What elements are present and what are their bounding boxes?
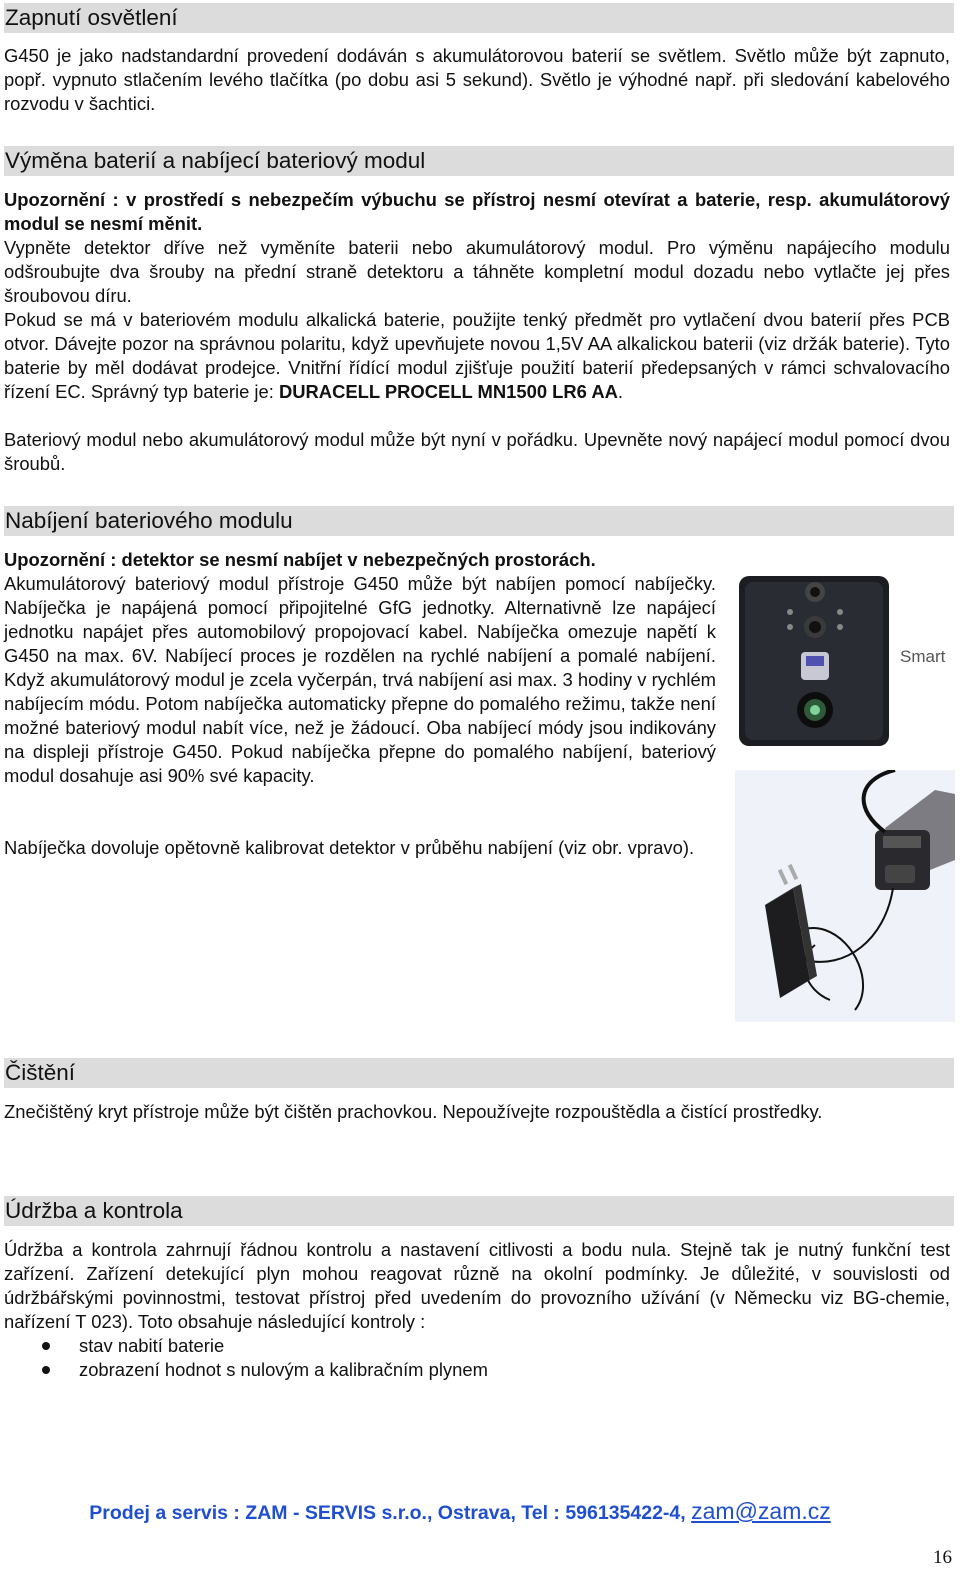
footer-email-link[interactable]: zam@zam.cz [691,1498,831,1524]
section-heading-lighting: Zapnutí osvětlení [4,3,954,33]
battery-paragraph-2-text: Pokud se má v bateriovém modulu alkalická baterie, použijte tenký předmět pro vytlačení dvou baterií přes PCB otvor. Dávejte pozor na správnou polaritu, když upevňujete novou 1,5V AA alkalickou baterii (viz držák baterie). Tyto baterie by měl dodávat prodejce. Vnitřní řídící modul zjišťuje použití baterií předepsaných v rámci schvalovacího řízení EC. Správný typ baterie je: [4,309,950,402]
bullet-icon [42,1366,50,1374]
charger-photo [735,770,955,1022]
section-heading-cleaning: Čištění [4,1058,954,1088]
footer-contact: Prodej a servis : ZAM - SERVIS s.r.o., Ostrava, Tel : 596135422-4, [89,1502,692,1524]
charging-paragraph-1: Akumulátorový bateriový modul přístroje G450 může být nabíjen pomocí nabíječky. Nabíječka je napájená pomocí připojitelné GfG jednotky. Alternativně lze napájecí jednotku napájet přes automobilový propojovací kabel. Nabíječka omezuje napětí k G450 na max. 6V. Nabíjecí proces je rozdělen na rychlé nabíjení a pomalé nabíjení. Když akumulátorový modul je zcela vyčerpán, trvá nabíjení asi max. 3 hodiny v rychlém nabíjecím módu. Potom nabíječka automaticky přepne do pomalého režimu, takže není možné bateriový modul nabít více, než je žádoucí. Oba nabíjecí módy jsou indikovány na displeji přístroje G450. Pokud nabíječka přepne do pomalého nabíjení, bateriový modul dosahuje asi 90% své kapacity. [4,573,716,786]
bullet-icon [42,1342,50,1350]
battery-type: DURACELL PROCELL MN1500 LR6 AA [278,381,618,402]
charging-paragraph-2: Nabíječka dovoluje opětovně kalibrovat detektor v průběhu nabíjení (viz obr. vpravo). [4,837,695,858]
list-item [4,1334,904,1358]
maintenance-checklist [4,1334,904,1382]
detector-device-photo [735,570,955,750]
device-brand-label: Smart [900,647,946,666]
section-heading-charging: Nabíjení bateriového modulu [4,506,954,536]
list-item [4,1358,904,1382]
list-item-label: stav nabití baterie [79,1335,225,1356]
maintenance-paragraph: Údržba a kontrola zahrnují řádnou kontrolu a nastavení citlivosti a bodu nula. Stejně tak je nutný funkční test zařízení. Zařízení detekující plyn mohou reagovat různě na okolní podmínky. Je důležité, v souvislosti od údržbářskými povinnostmi, testovat přístroj před uvedením do provozního užívání (v Německu viz BG-chemie, nařízení T 023). Toto obsahuje následující kontroly : [4,1239,950,1332]
charging-warning: Upozornění : detektor se nesmí nabíjet v nebezpečných prostorách. [4,549,596,570]
page-footer [0,1497,920,1527]
battery-paragraph-3: Bateriový modul nebo akumulátorový modul může být nyní v pořádku. Upevněte nový napájecí modul pomocí dvou šroubů. [4,429,950,474]
lighting-paragraph: G450 je jako nadstandardní provedení dodáván s akumulátorovou baterií se světlem. Světlo může být zapnuto, popř. vypnuto stlačením levého tlačítka (po dobu asi 5 sekund). Světlo je výhodné např. při sledování kabelového rozvodu v šachtici. [4,45,950,114]
section-heading-maintenance: Údržba a kontrola [4,1196,954,1226]
list-item-label: zobrazení hodnot s nulovým a kalibračním plynem [79,1359,488,1380]
battery-warning: Upozornění : v prostředí s nebezpečím výbuchu se přístroj nesmí otevírat a baterie, resp. akumulátorový modul se nesmí měnit. [4,189,950,234]
cleaning-paragraph: Znečištěný kryt přístroje může být čištěn prachovkou. Nepoužívejte rozpouštědla a čistící prostředky. [4,1101,823,1122]
battery-paragraph-1: Vypněte detektor dříve než vyměníte baterii nebo akumulátorový modul. Pro výměnu napájecího modulu odšroubujte dva šrouby na přední straně detektoru a táhněte kompletní modul dozadu nebo vytlačte jej přes šroubovou díru. [4,237,950,306]
battery-paragraph-2-end: . [617,381,624,402]
section-heading-battery-replacement: Výměna baterií a nabíjecí bateriový modul [4,146,954,176]
page-number: 16 [933,1547,952,1568]
battery-paragraph-2 [4,308,950,404]
